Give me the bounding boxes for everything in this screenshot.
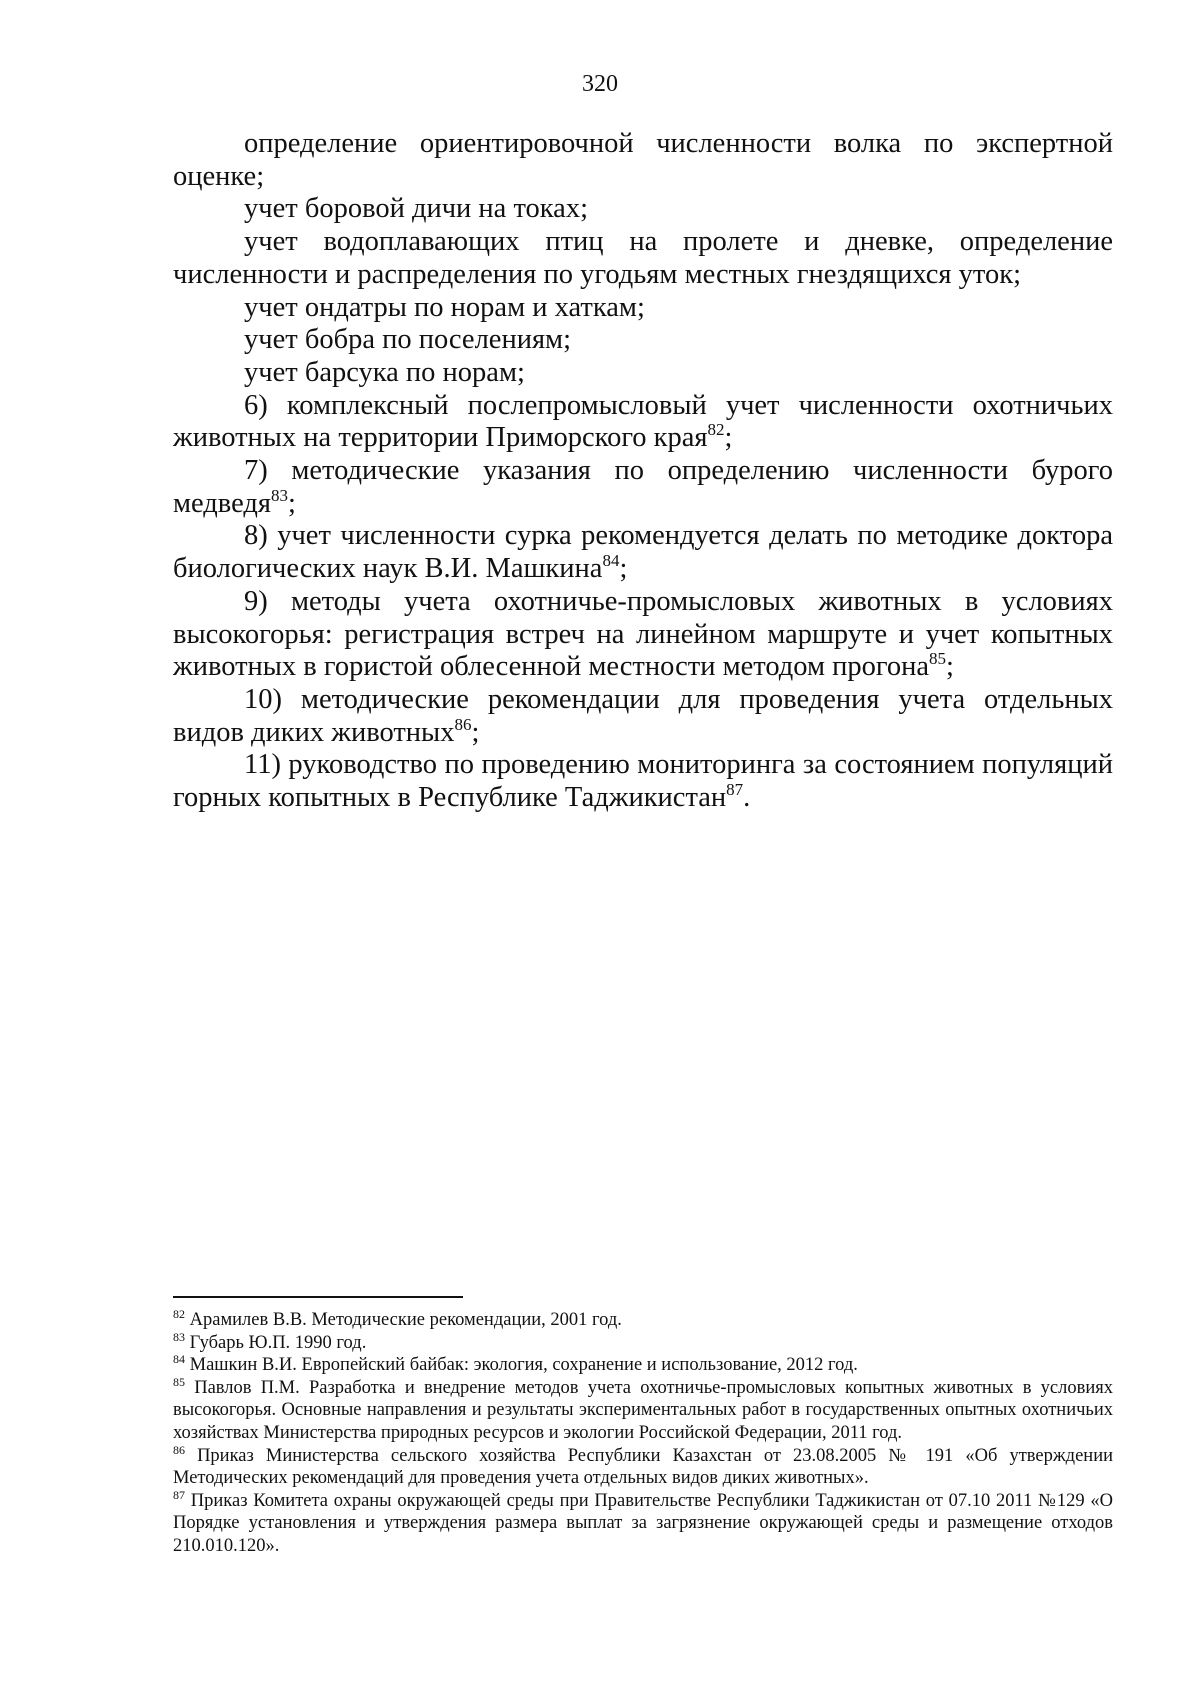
paragraph-text: 6) комплексный послепромысловый учет численности охотничьих животных на территории Приморского края (173, 389, 1113, 454)
footnote-number: 86 (173, 1442, 185, 1457)
footnote-83 (173, 1329, 1113, 1355)
paragraph-text: учет водоплавающих птиц на пролете и дневке, определение численности и распределения по угодьям местных гнездящихся уток; (173, 226, 1113, 290)
paragraph-tail: ; (287, 487, 296, 519)
footnote-text: Губарь Ю.П. 1990 год. (185, 1332, 367, 1353)
paragraph-text: 8) учет численности сурка рекомендуется делать по методике доктора биологических наук В.И. Машкина (173, 520, 1113, 585)
footnote-number: 87 (173, 1487, 185, 1502)
paragraph-text: учет барсука по норам; (244, 356, 525, 388)
footnote-text: Арамилев В.В. Методические рекомендации, 2001 год. (185, 1310, 622, 1330)
footnote-ref-83[interactable]: 83 (270, 485, 288, 505)
paragraph-text: 7) методические указания по определению численности бурого медведя (173, 455, 1113, 519)
paragraph-item-9 (173, 586, 1113, 684)
footnote-text: Павлов П.М. Разработка и внедрение методов учета охотничье-промысловых копытных животных в условиях высокогорья. Основные направления и результаты экспериментальных работ в государственных опытных охотничьих хозяйствах Министерства природных ресурсов и экологии Российской Федерации, 2011 год. (173, 1377, 1113, 1443)
paragraph-tail: . (743, 782, 751, 814)
footnote-ref-85[interactable]: 85 (929, 649, 947, 669)
paragraph-text: определение ориентировочной численности волка по экспертной оценке; (173, 128, 1113, 192)
footnote-number: 84 (173, 1352, 185, 1367)
footnote-separator (173, 1296, 463, 1298)
page-number: 320 (582, 71, 618, 97)
main-text (173, 128, 1113, 815)
paragraph-item-6 (173, 390, 1113, 455)
paragraph-tail: ; (724, 422, 733, 454)
footnotes-section (173, 1309, 1113, 1558)
paragraph-text: 9) методы учета охотничье-промысловых животных в условиях высокогорья: регистрация встреч на линейном маршруте и учет копытных животных в гористой облесенной местности методом прогона (173, 585, 1113, 683)
footnote-84 (173, 1354, 1113, 1377)
footnote-82 (173, 1309, 1113, 1332)
footnote-text: Машкин В.И. Европейский байбак: экология, сохранение и использование, 2012 год. (185, 1355, 858, 1376)
paragraph-item-7 (173, 455, 1113, 520)
footnote-85 (173, 1374, 1113, 1445)
paragraph-item-11 (173, 749, 1113, 814)
footnote-ref-87[interactable]: 87 (726, 780, 744, 800)
paragraph-text: 10) методические рекомендации для проведения учета отдельных видов диких животных (173, 683, 1113, 748)
footnote-ref-86[interactable]: 86 (454, 714, 472, 734)
paragraph-muskrat-count (173, 292, 1113, 325)
paragraph-grouse-count (173, 193, 1113, 226)
paragraph-text: учет бобра по поселениям; (244, 324, 572, 356)
footnote-86 (173, 1442, 1113, 1490)
paragraph-beaver-count (173, 324, 1113, 357)
paragraph-badger-count (173, 357, 1113, 390)
footnote-ref-82[interactable]: 82 (707, 420, 725, 440)
paragraph-tail: ; (471, 716, 480, 748)
footnote-number: 82 (173, 1307, 185, 1321)
paragraph-wolf-estimate (173, 128, 1113, 193)
footnote-text: Приказ Министерства сельского хозяйства Республики Казахстан от 23.08.2005 № 191 «Об утверждении Методических рекомендаций для проведения учета отдельных видов диких животных». (173, 1445, 1113, 1489)
paragraph-item-8 (173, 520, 1113, 585)
footnote-text: Приказ Комитета охраны окружающей среды при Правительстве Республики Таджикистан от 07.10 2011 №129 «О Порядке установления и утверждения размера выплат за загрязнение окружающей среды и размещение отходов 210.010.120». (173, 1490, 1113, 1556)
footnote-87 (173, 1487, 1113, 1558)
paragraph-text: учет боровой дичи на токах; (244, 193, 589, 225)
paragraph-tail: ; (946, 651, 954, 683)
footnote-number: 83 (173, 1329, 185, 1344)
paragraph-text: учет ондатры по норам и хаткам; (244, 291, 645, 323)
paragraph-item-10 (173, 684, 1113, 749)
paragraph-tail: ; (619, 553, 628, 585)
footnote-number: 85 (173, 1374, 185, 1389)
paragraph-text: 11) руководство по проведению мониторинга за состоянием популяций горных копытных в Республике Таджикистан (173, 749, 1113, 814)
paragraph-waterfowl-count (173, 226, 1113, 291)
footnote-ref-84[interactable]: 84 (602, 551, 620, 571)
